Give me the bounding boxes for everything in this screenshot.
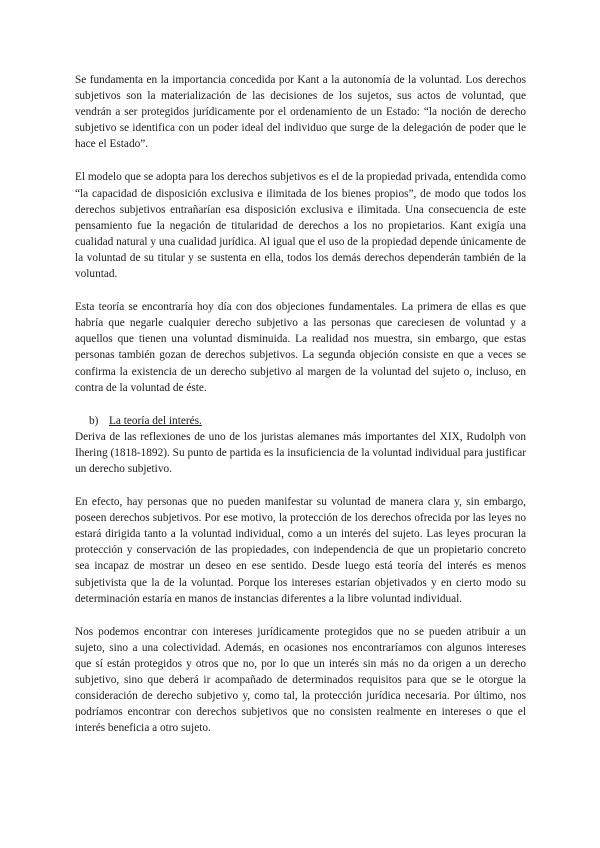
paragraph-kant-autonomy: Se fundamenta en la importancia concedida por Kant a la autonomía de la voluntad. Los derechos subjetivos son la materialización de las decisiones de los sujetos, sus actos de voluntad, que vendrán a ser protegidos jurídicamente por el ordenamiento de un Estado: “la noción de derecho subjetivo se identifica con un poder ideal del individuo que surge de la delegación de poder que le hace el Estado”. [75, 74, 526, 151]
section-heading-title: La teoría del interés. [109, 414, 202, 427]
paragraph-private-property-model: El modelo que se adopta para los derechos subjetivos es el de la propiedad privada, entendida como “la capacidad de disposición exclusiva e ilimitada de los bienes propios”, de modo que todos los derechos subjetivos entrañarían esa disposición exclusiva e ilimitada. Una consecuencia de este pensamiento fue la negación de titularidad de derechos a los no propietarios. Kant exigía una cualidad natural y una cualidad jurídica. Al igual que el uso de la propiedad depende únicamente de la voluntad de su titular y se sustenta en ella, todos los demás derechos dependerán también de la voluntad. [75, 171, 526, 281]
section-heading-marker: b) [89, 414, 99, 427]
document-body [75, 72, 526, 736]
paragraph-collective-interests: Nos podemos encontrar con intereses jurídicamente protegidos que no se pueden atribuir a un sujeto, sino a una colectividad. Además, en ocasiones nos encontraríamos con algunos intereses que sí están protegidos y otros que no, por lo que un interés sin más no da origen a un derecho subjetivo, sino que deberá ir acompañado de determinados requisitos para que se le otorgue la consideración de derecho subjetivo y, como tal, la protección jurídica necesaria. Por último, nos podríamos encontrar con derechos subjetivos que no consisten realmente en intereses o que el interés beneficia a otro sujeto. [75, 625, 526, 735]
section-heading [75, 413, 526, 429]
paragraph-ihering: Deriva de las reflexiones de uno de los juristas alemanes más importantes del XIX, Rudolph von Ihering (1818-1892). Su punto de partida es la insuficiencia de la voluntad individual para justificar un derecho subjetivo. [75, 430, 526, 475]
paragraph-interest-protection: En efecto, hay personas que no pueden manifestar su voluntad de manera clara y, sin embargo, poseen derechos subjetivos. Por ese motivo, la protección de los derechos ofrecida por las leyes no estará dirigida tanto a la voluntad individual, como a un interés del sujeto. Las leyes procuran la protección y conservación de las propiedades, con independencia de que un propietario concreto sea incapaz de mostrar un deseo en ese sentido. Desde luego está teoría del interés es menos subjetivista que la de la voluntad. Porque los intereses estarían objetivados y en cierto modo su determinación estaría en manos de instancias diferentes a la libre voluntad individual. [75, 496, 526, 605]
paragraph-objections: Esta teoría se encontraría hoy día con dos objeciones fundamentales. La primera de ellas es que habría que negarle cualquier derecho subjetivo a las personas que careciesen de voluntad y a aquellos que tienen una voluntad disminuida. La realidad nos muestra, sin embargo, que estas personas también gozan de derechos subjetivos. La segunda objeción consiste en que a veces se confirma la existencia de un derecho subjetivo al margen de la voluntad del sujeto o, incluso, en contra de la voluntad de éste. [75, 301, 526, 394]
